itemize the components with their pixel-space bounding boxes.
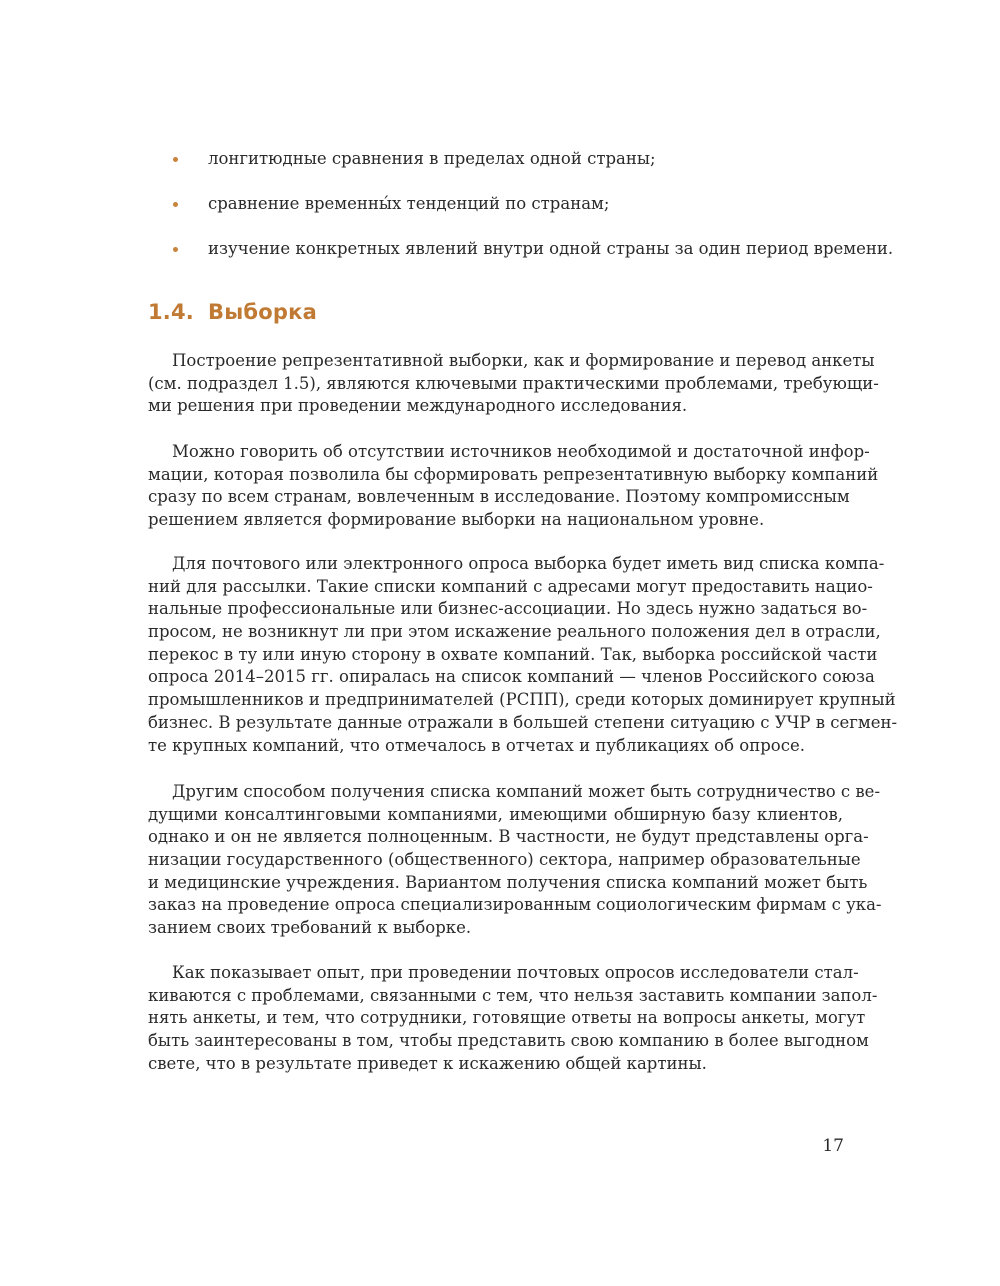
bullet-text: изучение конкретных явлений внутри одной страны за один период времени.: [208, 239, 894, 258]
paragraph-line: решением является формирование выборки на национальном уровне.: [148, 510, 765, 530]
paragraph-line: перекос в ту или иную сторону в охвате компаний. Так, выборка российской части: [148, 644, 878, 664]
paragraph-line: нять анкеты, и тем, что сотрудники, готовящие ответы на вопросы анкеты, могут: [148, 1008, 866, 1028]
bullet-list: [170, 146, 894, 281]
paragraph-line: мации, которая позволила бы сформировать репрезентативную выборку компаний: [148, 464, 879, 484]
paragraph-line: ний для рассылки. Такие списки компаний с адресами могут предоставить нацио-: [148, 576, 873, 596]
bullet-item: [170, 191, 860, 217]
bullet-dot-icon: [173, 157, 178, 162]
paragraph-line: промышленников и предпринимателей (РСПП), среди которых доминирует крупный: [148, 690, 896, 710]
bullet-dot-icon: [173, 247, 178, 252]
paragraph-line: нальные профессиональные или бизнес-ассоциации. Но здесь нужно задаться во-: [148, 599, 868, 619]
bullet-text: лонгитюдные сравнения в пределах одной страны;: [208, 149, 656, 168]
bullet-item: [170, 236, 894, 262]
paragraph-line: свете, что в результате приведет к искажению общей картины.: [148, 1053, 707, 1073]
section-title: Выборка: [208, 300, 317, 324]
paragraph-line: заказ на проведение опроса специализированным социологическим фирмам с ука-: [148, 895, 882, 915]
paragraph-line: сразу по всем странам, вовлеченным в исследование. Поэтому компромиссным: [148, 487, 850, 507]
paragraph: [148, 553, 898, 757]
paragraph-line: и медицинские учреждения. Вариантом получения списка компаний может быть: [148, 872, 868, 892]
paragraph-line: дущими консалтинговыми компаниями, имеющими обширную базу клиентов,: [148, 804, 843, 824]
section-heading: [148, 300, 317, 324]
paragraph-line: Другим способом получения списка компаний может быть сотрудничество с ве-: [172, 782, 881, 801]
section-number: 1.4.: [148, 300, 194, 324]
paragraph-line: Для почтового или электронного опроса выборка будет иметь вид списка компа-: [172, 554, 885, 573]
paragraph-line: просом, не возникнут ли при этом искажение реального положения дел в отрасли,: [148, 622, 881, 642]
paragraph-line: низации государственного (общественного) сектора, например образовательные: [148, 850, 861, 870]
paragraph-line: Можно говорить об отсутствии источников необходимой и достаточной инфор-: [172, 442, 870, 461]
paragraph: [148, 781, 882, 940]
paragraph-line: Построение репрезентативной выборки, как и формирование и перевод анкеты: [172, 351, 875, 370]
paragraph: [148, 441, 879, 532]
bullet-dot-icon: [173, 202, 178, 207]
paragraph-line: те крупных компаний, что отмечалось в отчетах и публикациях об опросе.: [148, 735, 805, 755]
paragraph: [148, 350, 879, 418]
paragraph-line: Как показывает опыт, при проведении почтовых опросов исследователи стал-: [172, 963, 859, 982]
bullet-text: сравнение временны́х тенденций по странам;: [208, 194, 610, 213]
paragraph-line: ми решения при проведении международного исследования.: [148, 396, 688, 416]
bullet-item: [170, 146, 860, 172]
paragraph-line: однако и он не является полноценным. В частности, не будут представлены орга-: [148, 827, 869, 847]
paragraph-line: быть заинтересованы в том, чтобы представить свою компанию в более выгодном: [148, 1031, 869, 1051]
page-number: 17: [822, 1136, 844, 1156]
paragraph-line: киваются с проблемами, связанными с тем, что нельзя заставить компании запол-: [148, 985, 878, 1005]
paragraph-line: бизнес. В результате данные отражали в большей степени ситуацию с УЧР в сегмен-: [148, 712, 898, 732]
paragraph-line: (см. подраздел 1.5), являются ключевыми практическими проблемами, требующи-: [148, 373, 879, 393]
paragraph: [148, 962, 878, 1075]
paragraph-line: опроса 2014–2015 гг. опиралась на список компаний — членов Российского союза: [148, 667, 875, 687]
paragraph-line: занием своих требований к выборке.: [148, 918, 472, 938]
